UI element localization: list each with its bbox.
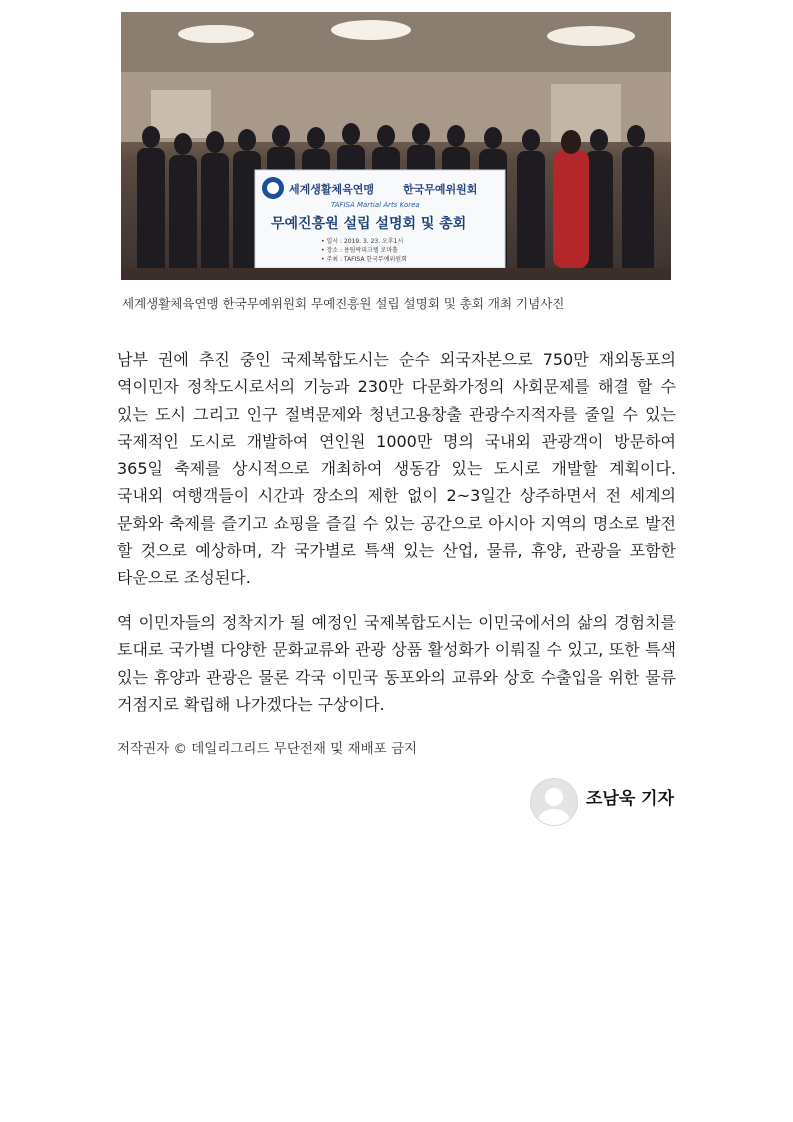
banner	[255, 170, 505, 268]
author-byline[interactable]	[530, 778, 680, 826]
banner-line2: TAFISA Martial Arts Korea	[331, 201, 420, 209]
floor	[121, 268, 671, 280]
article-paragraph-2: 역 이민자들의 정착지가 될 예정인 국제복합도시는 이민국에서의 삶의 경험치를 토대로 국가별 다양한 문화교류와 관광 상품 활성화가 이뤄질 수 있고, 또한 특색 있는 휴양과 관광은 물론 각국 이민국 동포와의 교류와 상호 수출입을 위한 물류 거점지로 확립해 나가겠다는 구상이다.	[117, 613, 676, 714]
author-name[interactable]: 조남욱 기자	[586, 789, 675, 809]
banner-detail3: • 주최 : TAFISA 한국무예위원회	[321, 256, 407, 263]
chandelier-left	[178, 25, 254, 43]
wall-panel	[551, 84, 621, 142]
banner-detail2: • 장소 : 용팀락피크텔 로마홀	[321, 247, 398, 254]
costume-figure	[553, 150, 589, 268]
banner-detail1: • 일시 : 2019. 3. 23. 오후1시	[321, 238, 404, 245]
copyright-notice: 저작권자 © 데일리그리드 무단전재 및 재배포 금지	[117, 741, 418, 757]
banner-line3: 무예진흥원 설립 설명회 및 총회	[271, 216, 467, 232]
wall-panel	[151, 90, 211, 138]
chandelier-center	[331, 20, 411, 40]
chandelier-right	[547, 26, 635, 46]
group-photo-illustration	[121, 12, 671, 280]
article-paragraph-1: 남부 권에 추진 중인 국제복합도시는 순수 외국자본으로 750만 재외동포의 역이민자 정착도시로서의 기능과 230만 다문화가정의 사회문제를 해결 할 수 있는 도시 그리고 인구 절벽문제와 청년고용창출 관광수지적자를 줄일 수 있는 국제적인 도시로 개발하여 연인원 1000만 명의 국내외 관광객이 방문하여 365일 축제를 상시적으로 개최하여 생동감 있는 도시로 개발할 계획이다. 국내외 여행객들이 시간과 장소의 제한 없이 2~3일간 상주하면서 전 세계의 문화와 축제를 즐기고 쇼핑을 즐길 수 있는 공간으로 아시아 지역의 명소로 발전 할 것으로 예상하며, 각 국가별로 특색 있는 산업, 물류, 휴양, 관광을 포함한 타운으로 조성된다.	[117, 350, 676, 588]
photo-caption: 세계생활체육연맹 한국무예위원회 무예진흥원 설립 설명회 및 총회 개최 기념사진	[122, 296, 565, 311]
article-photo	[121, 12, 671, 280]
banner-line1-left: 세계생활체육연맹	[289, 183, 375, 196]
user-avatar-icon[interactable]	[530, 778, 578, 826]
banner-line1-right: 한국무예위원회	[403, 183, 478, 196]
